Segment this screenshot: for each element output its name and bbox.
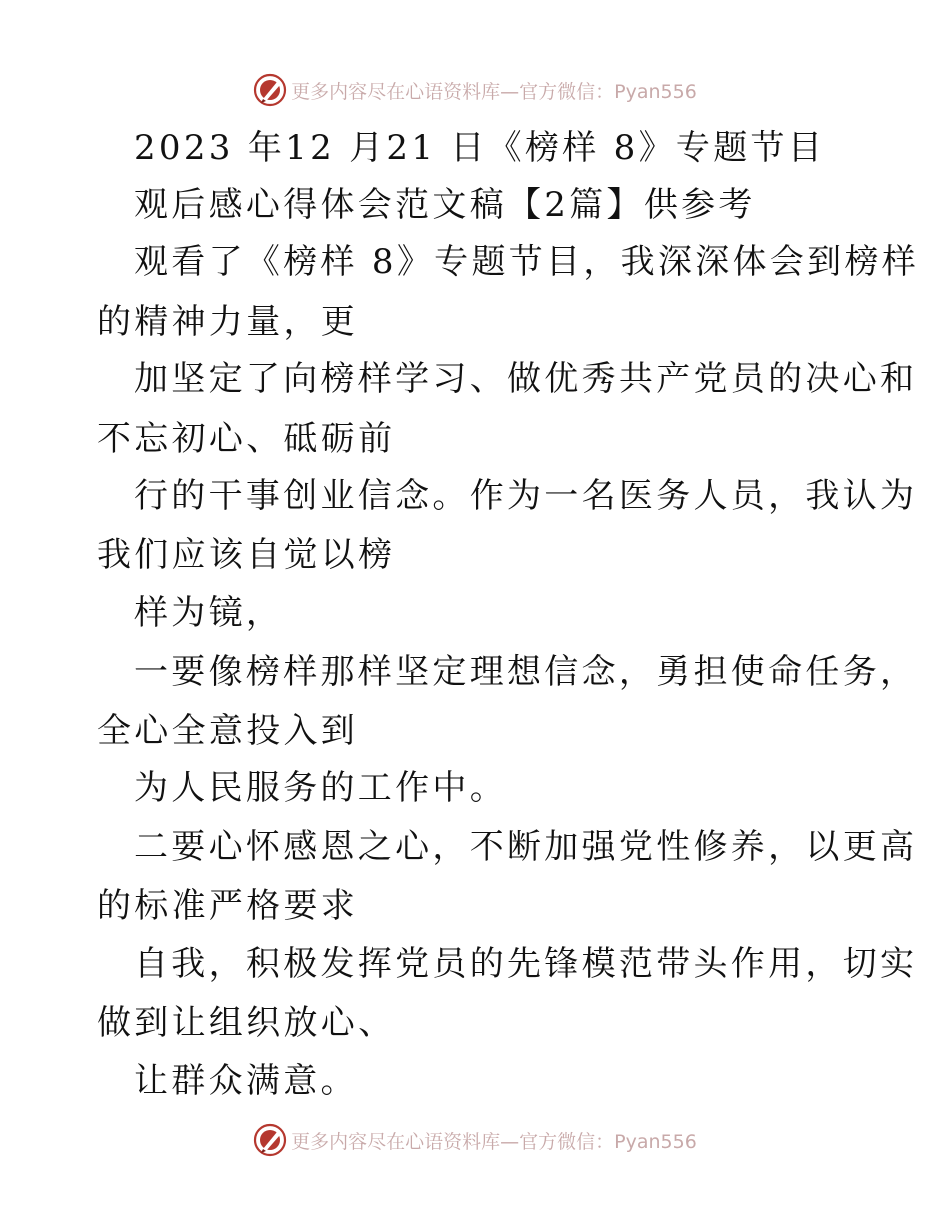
- paragraph-line: 一要像榜样那样坚定理想信念，勇担使命任务，: [134, 652, 918, 692]
- paragraph-line: 样为镜，: [134, 593, 284, 633]
- paragraph-line: 让群众满意。: [134, 1061, 358, 1101]
- paragraph-line: 自我，积极发挥党员的先锋模范带头作用，切实: [134, 944, 918, 984]
- paragraph-line: 观看了《榜样 8》专题节目，我深深体会到榜样: [134, 242, 920, 282]
- header-banner-text: 更多内容尽在心语资料库—官方微信：Pyan556: [291, 80, 697, 103]
- paragraph-line: 我们应该自觉以榜: [97, 535, 396, 575]
- paragraph-line: 不忘初心、砥砺前: [97, 419, 396, 459]
- pen-seal-logo-icon: [253, 73, 287, 107]
- paragraph-line: 行的干事创业信念。作为一名医务人员，我认为: [134, 476, 918, 516]
- paragraph-line: 加坚定了向榜样学习、做优秀共产党员的决心和: [134, 359, 918, 399]
- paragraph-line: 二要心怀感恩之心，不断加强党性修养，以更高: [134, 827, 918, 867]
- paragraph-line: 的标准严格要求: [97, 886, 359, 926]
- paragraph-line: 做到让组织放心、: [97, 1003, 396, 1043]
- footer-banner: [0, 1120, 950, 1160]
- document-title-line-1: 2023 年12 月21 日《榜样 8》专题节目: [134, 128, 826, 168]
- paragraph-line: 的精神力量，更: [97, 302, 359, 342]
- document-title-line-2: 观后感心得体会范文稿【2篇】供参考: [134, 185, 756, 225]
- pen-seal-logo-icon: [253, 1123, 287, 1157]
- paragraph-line: 全心全意投入到: [97, 711, 359, 751]
- paragraph-line: 为人民服务的工作中。: [134, 768, 507, 808]
- header-banner: [0, 70, 950, 110]
- footer-banner-text: 更多内容尽在心语资料库—官方微信：Pyan556: [291, 1130, 697, 1153]
